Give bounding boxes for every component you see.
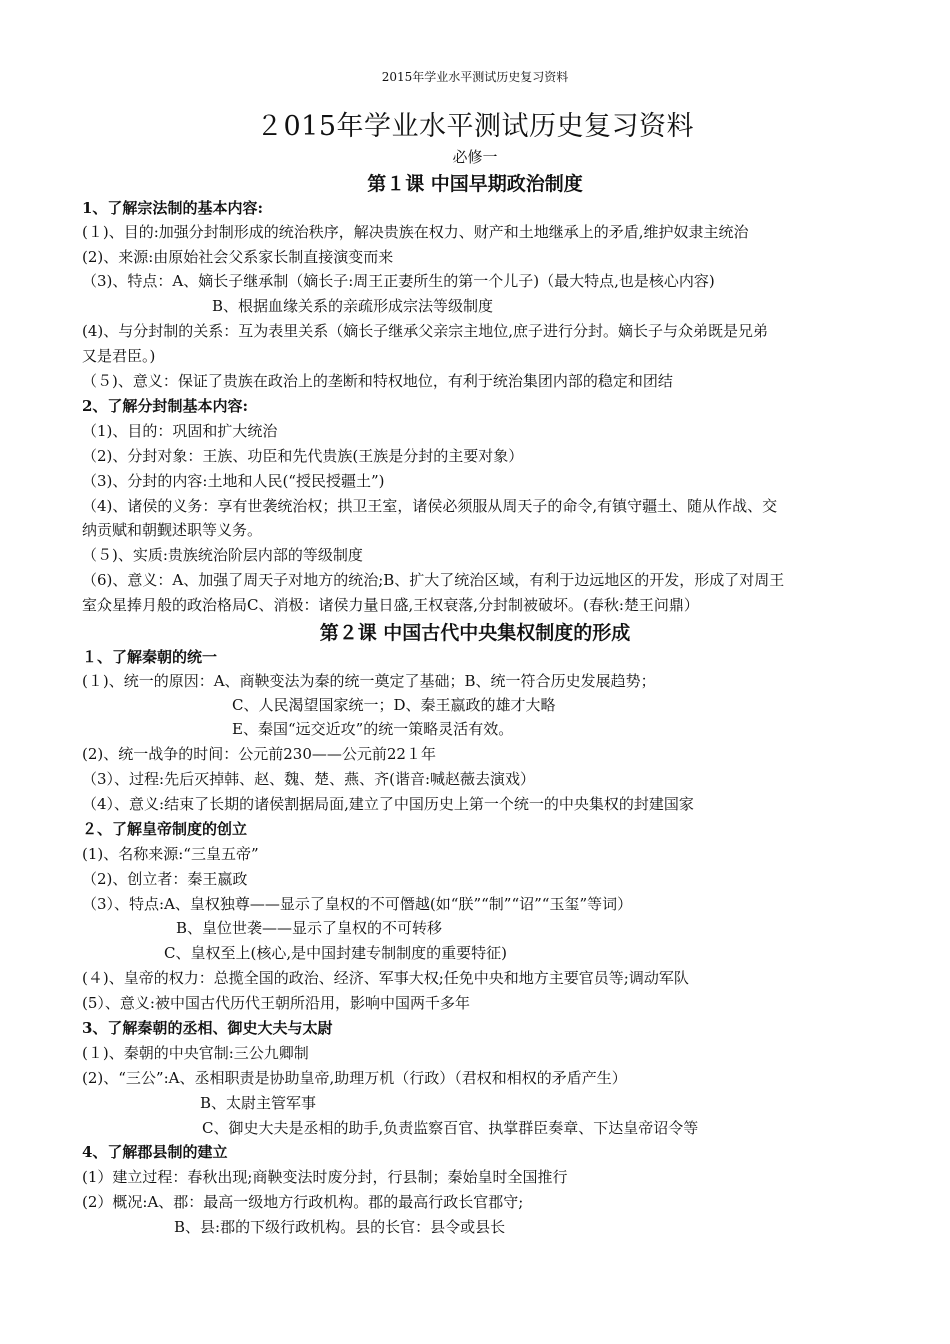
- section-heading: 4、了解郡县制的建立: [82, 1143, 228, 1161]
- text-line: B、皇位世袭——显示了皇权的不可转移: [176, 919, 443, 937]
- section-heading: １、了解秦朝的统一: [82, 648, 218, 666]
- text-line: C、人民渴望国家统一；D、秦王嬴政的雄才大略: [232, 696, 556, 714]
- text-line: （2)、分封对象：王族、功臣和先代贵族(王族是分封的主要对象）: [82, 447, 524, 465]
- text-line: (１)、目的:加强分封制形成的统治秩序，解决贵族在权力、财产和土地继承上的矛盾,维护奴隶主统治: [82, 223, 749, 241]
- text-line: B、根据血缘关系的亲疏形成宗法等级制度: [212, 297, 494, 315]
- text-line: （3)、分封的内容:土地和人民(“授民授疆土”): [82, 472, 385, 490]
- section-heading: 3、了解秦朝的丞相、御史大夫与太尉: [82, 1019, 333, 1037]
- text-line: B、太尉主管军事: [200, 1094, 317, 1112]
- document-subtitle: 必修一: [452, 148, 498, 166]
- text-line: (4)、与分封制的关系：互为表里关系（嫡长子继承父亲宗主地位,庶子进行分封。嫡长子与众弟既是兄弟: [82, 322, 769, 340]
- section-heading: ２、了解皇帝制度的创立: [82, 820, 248, 838]
- text-line: (1)、名称来源:“三皇五帝”: [82, 845, 259, 863]
- text-line: (1）建立过程：春秋出现;商鞅变法时废分封，行县制；秦始皇时全国推行: [82, 1168, 568, 1186]
- text-line: (2）概况:A、郡：最高一级地方行政机构。郡的最高行政长官郡守;: [82, 1193, 524, 1211]
- lesson-2-title: 第２课 中国古代中央集权制度的形成: [319, 622, 631, 644]
- text-line: （4）、意义:结束了长期的诸侯割据局面,建立了中国历史上第一个统一的中央集权的封建国家: [82, 795, 694, 813]
- text-line: （3）、过程:先后灭掉韩、赵、魏、楚、燕、齐(谐音:喊赵薇去演戏）: [82, 770, 536, 788]
- text-line: (2)、“三公”:A、丞相职责是协助皇帝,助理万机（行政）（君权和相权的矛盾产生）: [82, 1069, 627, 1087]
- text-line: (2)、统一战争的时间：公元前230——公元前22１年: [82, 745, 436, 763]
- lesson-1-title: 第１课 中国早期政治制度: [367, 173, 583, 195]
- text-line: （2)、创立者：秦王嬴政: [82, 870, 248, 888]
- text-line: (2)、来源:由原始社会父系家长制直接演变而来: [82, 248, 394, 266]
- text-line: （５)、意义：保证了贵族在政治上的垄断和特权地位，有利于统治集团内部的稳定和团结: [82, 372, 673, 390]
- text-line: 室众星捧月般的政治格局C、消极：诸侯力量日盛,王权衰落,分封制被破坏。(春秋:楚王问鼎）: [82, 596, 699, 614]
- text-line: （3)、特点：A、嫡长子继承制（嫡长子:周王正妻所生的第一个儿子)（最大特点,也是核心内容): [82, 272, 715, 290]
- text-line: 纳贡赋和朝觐述职等义务。: [82, 521, 263, 539]
- text-line: C、御史大夫是丞相的助手,负责监察百官、执掌群臣奏章、下达皇帝诏令等: [202, 1119, 699, 1137]
- text-line: B、县:郡的下级行政机构。县的长官：县令或县长: [174, 1218, 506, 1236]
- text-line: （6)、意义：A、加强了周天子对地方的统治;B、扩大了统治区域，有利于边远地区的开发，形成了对周王: [82, 571, 785, 589]
- document-title: ２015年学业水平测试历史复习资料: [255, 111, 695, 142]
- text-line: C、皇权至上(核心,是中国封建专制制度的重要特征): [164, 944, 507, 962]
- text-line: (5）、意义:被中国古代历代王朝所沿用，影响中国两千多年: [82, 994, 470, 1012]
- text-line: (１)、秦朝的中央官制:三公九卿制: [82, 1044, 309, 1062]
- text-line: （1)、目的：巩固和扩大统治: [82, 422, 278, 440]
- text-line: (１)、统一的原因：A、商鞅变法为秦的统一奠定了基础；B、统一符合历史发展趋势；: [82, 672, 656, 690]
- text-line: （５)、实质:贵族统治阶层内部的等级制度: [82, 546, 363, 564]
- text-line: （3）、特点:A、皇权独尊——显示了皇权的不可僭越(如“朕”“制”“诏”“玉玺”等词）: [82, 895, 633, 913]
- text-line: E、秦国“远交近攻”的统一策略灵活有效。: [232, 720, 514, 738]
- text-line: (４)、皇帝的权力：总揽全国的政治、经济、军事大权;任免中央和地方主要官员等;调动军队: [82, 969, 689, 987]
- section-heading: 1、了解宗法制的基本内容:: [82, 199, 263, 217]
- running-header: 2015年学业水平测试历史复习资料: [381, 70, 569, 84]
- section-heading: 2、了解分封制基本内容:: [82, 397, 248, 415]
- text-line: （4)、诸侯的义务：享有世袭统治权；拱卫王室，诸侯必须服从周天子的命令,有镇守疆土、随从作战、交: [82, 497, 778, 515]
- text-line: 又是君臣。): [82, 347, 156, 365]
